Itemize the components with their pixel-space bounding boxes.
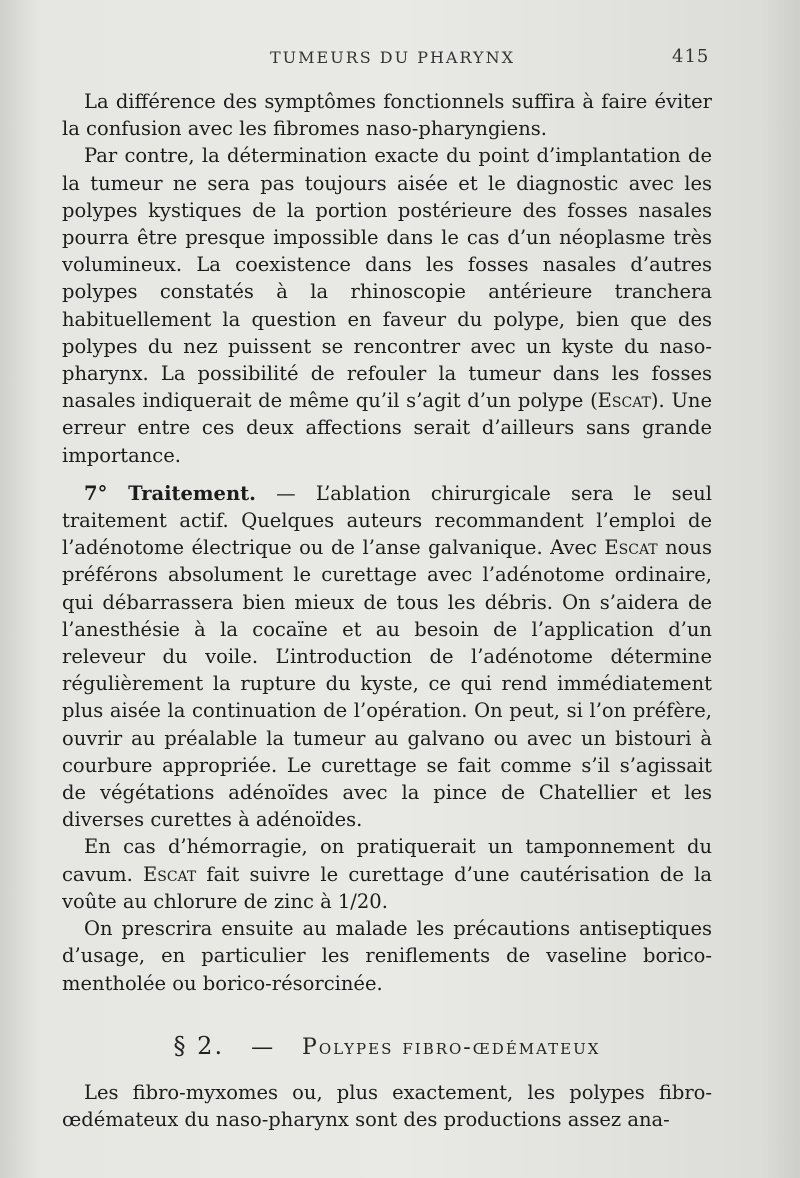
section-heading: [62, 1033, 712, 1061]
paragraph-hemorrhage-text-b: fait suivre le curettage d’une cautérisation de la voûte au chlorure de zinc à 1/20.: [62, 862, 712, 913]
page-header: [0, 44, 800, 74]
author-escat: Escat: [604, 536, 658, 560]
paragraph-hemorrhage: [62, 833, 712, 915]
running-title: TUMEURS DU PHARYNX: [270, 48, 515, 67]
body-text: [62, 88, 712, 1133]
treatment-heading: 7° Traitement.: [84, 481, 256, 505]
section-dash: —: [251, 1034, 276, 1060]
paragraph-diagnosis-text-a: Par contre, la détermination exacte du point d’implantation de la tumeur ne sera pas toujours aisée et le diagnostic avec les polypes kystiques de la portion postérieure des fosses nasales pourra être presque impossible dans le cas d’un néoplasme très volumineux. La coexistence dans les fosses nasales d’autres polypes constatés à la rhinoscopie antérieure tranchera habituellement la question en faveur du polype, bien que des polypes du nez puissent se rencontrer avec un kyste du naso-pharynx. La possibilité de refouler la tumeur dans les fosses nasales indiquerait de même qu’il s’agit d’un polype (: [62, 144, 712, 413]
paragraph-treatment-text-b: nous préférons absolument le curettage avec l’adénotome ordinaire, qui débarrassera bien mieux de tous les débris. On s’aidera de l’anesthésie à la cocaïne et au besoin de l’application d’un releveur du voile. L’introduction de l’adénotome détermine régulièrement la rupture du kyste, ce qui rend immédiatement plus aisée la continuation de l’opération. On peut, si l’on préfère, ouvrir au préalable la tumeur au galvano ou avec un bistouri à courbure appropriée. Le curettage se fait comme s’il s’agissait de végétations adénoïdes avec la pince de Chatellier et les diverses curettes à adénoïdes.: [62, 536, 712, 832]
paragraph-fibro-myxomes: Les fibro-myxomes ou, plus exactement, les polypes fibro-œdémateux du naso-pharynx sont des productions assez ana-: [62, 1080, 712, 1132]
author-escat: Escat: [597, 389, 651, 413]
paragraph-treatment: [62, 480, 712, 834]
paragraph-diagnosis: [62, 142, 712, 468]
paragraph-diagnosis-text-b: ). Une erreur entre ces deux affections serait d’ailleurs sans grande importance.: [62, 389, 712, 467]
paragraph-hemorrhage-text-a: En cas d’hémorragie, on pratiquerait un tamponnement du cavum.: [62, 835, 712, 886]
author-escat: Escat: [143, 862, 197, 886]
section-title: Polypes fibro-œdémateux: [302, 1034, 601, 1060]
paragraph-precautions: On prescrira ensuite au malade les précautions antiseptiques d’usage, en particulier les reniflements de vaseline borico-mentholée ou borico-résorcinée.: [62, 917, 712, 995]
section-symbol: § 2.: [173, 1031, 225, 1060]
paragraph-differential: La différence des symptômes fonctionnels suffira à faire éviter la confusion avec les fibromes naso-pharyngiens.: [62, 90, 712, 141]
paragraph-treatment-text-a: — L’ablation chirurgicale sera le seul traitement actif. Quelques auteurs recommandent l’emploi de l’adénotome électrique ou de l’anse galvanique. Avec: [62, 481, 712, 560]
page-number: 415: [672, 46, 710, 67]
